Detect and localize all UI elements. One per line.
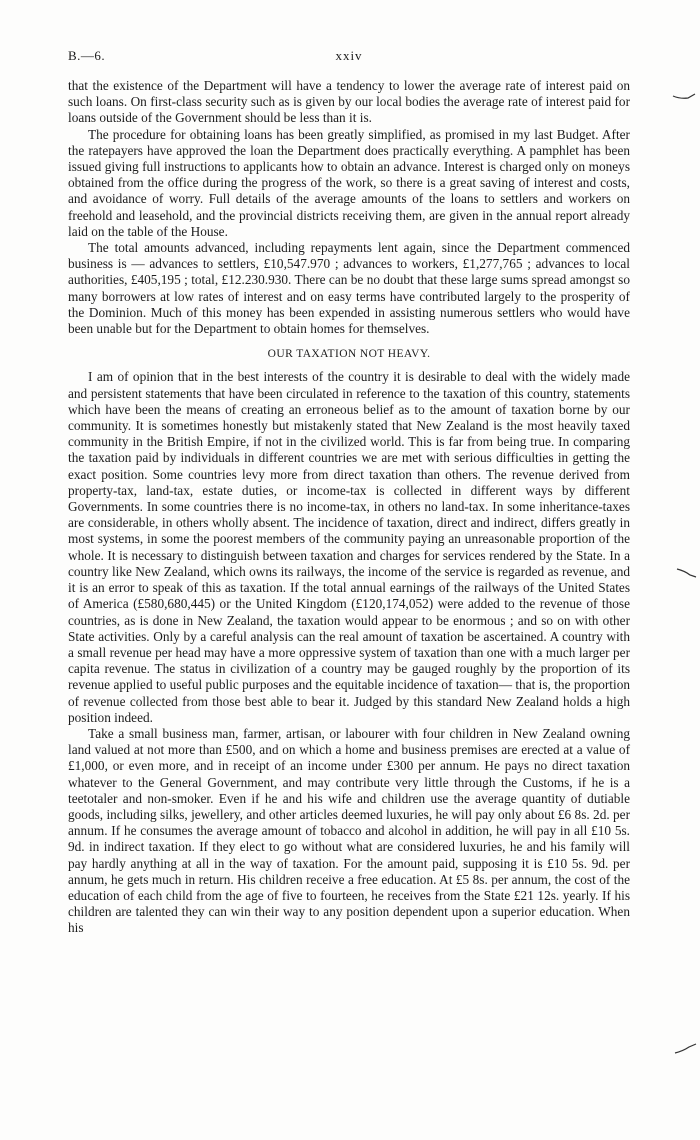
section-heading: OUR TAXATION NOT HEAVY. [267, 348, 431, 361]
margin-mark-icon [676, 566, 700, 580]
paragraph-3: The total amounts advanced, including repayments lent again, since the Department commenced business is — advances to settlers, £10,547.970 ; advances to workers, £1,277,765 ; advances to local authorities, £405,195 ; total, £12.230.930. There can be no doubt that these large sums spread amongst so many borrowers at low rates of interest and on easy terms have contributed largely to the prosperity of the Dominion. Much of this money has been expended in assisting numerous settlers who would have been unable but for the Department to obtain homes for themselves. [68, 240, 630, 337]
paragraph-2: The procedure for obtaining loans has been greatly simplified, as promised in my last Budget. After the ratepayers have approved the loan the Department does practically everything. A pamphlet has been issued giving full instructions to applicants how to obtain an advance. Interest is charged only on moneys obtained from the office during the progress of the work, so there is a great saving of interest and costs, and avoidance of worry. Full details of the average amounts of the loans to settlers and workers on freehold and leasehold, and the provincial districts receiving them, are given in the annual report already laid on the table of the House. [68, 126, 630, 239]
paragraph-4: I am of opinion that in the best interests of the country it is desirable to deal with the widely made and persistent statements that have been circulated in reference to the taxation of this country, statements which have been the means of creating an erroneous belief as to the amount of taxation borne by our community. It is sometimes honestly but mistakenly stated that New Zealand is the most heavily taxed community in the British Empire, if not in the civilized world. This is far from being true. In comparing the taxation paid by individuals in different countries we are met with serious difficulties in getting the exact position. Some countries levy more from direct taxation than others. The revenue derived from property-tax, land-tax, estate duties, or income-tax is collected in different ways by different Governments. In some countries there is no income-tax, in others no land-tax. In some inheritance-taxes are considerable, in others wholly absent. The incidence of taxation, direct and indirect, differs greatly in most systems, in some the poorest members of the community paying an unreasonable proportion of the whole. It is necessary to distinguish between taxation and charges for services rendered by the State. In a country like New Zealand, which owns its railways, the income of the service is regarded as revenue, and it is an error to speak of this as taxation. If the total annual earnings of the railways of the United States of America (£580,680,445) or the United Kingdom (£120,174,052) were added to the revenue of those countries, as is done in New Zealand, the taxation would appear to be enormous ; and so on with other State activities. Only by a careful analysis can the real amount of taxation be ascertained. A country with a small revenue per head may have a more oppressive system of taxation than one with a much larger per capita revenue. The status in civilization of a country may be gauged roughly by the proportion of its revenue applied to useful public purposes and the equitable incidence of taxation— that is, the proportion of revenue collected from those best able to bear it. Judged by this standard New Zealand holds a high position indeed. [68, 369, 630, 725]
paragraph-1: that the existence of the Department will have a tendency to lower the average rate of interest paid on such loans. On first-class security such as is given by our local bodies the average rate of interest paid for loans outside of the Government should be less than it is. [68, 78, 630, 126]
page-header [68, 48, 630, 66]
document-body [68, 78, 630, 937]
page-number: xxiv [335, 48, 363, 63]
document-reference: B.—6. [68, 48, 106, 63]
margin-mark-icon [672, 92, 696, 106]
paragraph-5: Take a small business man, farmer, artisan, or labourer with four children in New Zealand owning land valued at not more than £500, and on which a home and business premises are erected at a value of £1,000, or even more, and in receipt of an income under £300 per annum. He pays no direct taxation whatever to the General Government, and may contribute very little through the Customs, if he is a teetotaler and non-smoker. Even if he and his wife and children use the average quantity of dutiable goods, including silks, jewellery, and other articles deemed luxuries, he will pay only about £6 8s. 2d. per annum. If he consumes the average amount of tobacco and alcohol in addition, he will pay in all £10 5s. 9d. in indirect taxation. If they elect to go without what are considered luxuries, he and his family will pay hardly anything at all in the way of taxation. For the amount paid, supposing it is £10 5s. 9d. per annum, he gets much in return. His children receive a free education. At £5 8s. per annum, the cost of the education of each child from the age of five to fourteen, he receives from the State £21 12s. yearly. If his children are talented they can win their way to any position dependent upon a superior education. When his [68, 725, 630, 936]
margin-mark-icon [674, 1042, 698, 1056]
